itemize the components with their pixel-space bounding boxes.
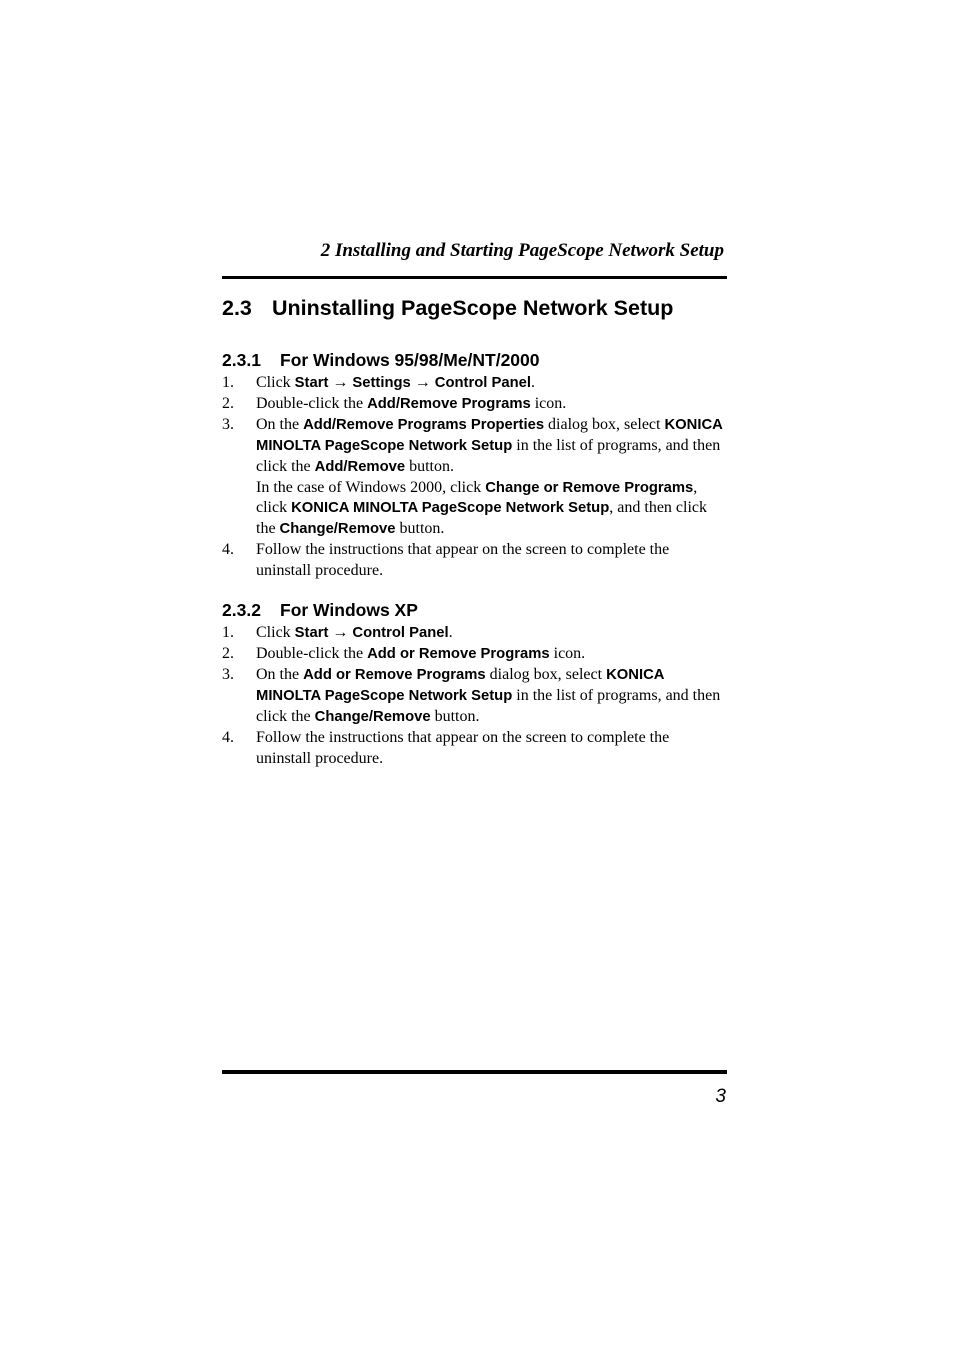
ui-term: Change/Remove xyxy=(314,708,431,725)
text-run: icon. xyxy=(530,394,567,412)
step-text xyxy=(256,665,727,728)
ui-term: Add/Remove Programs Properties xyxy=(303,416,545,433)
text-run: button. xyxy=(395,520,445,538)
step-number: 2. xyxy=(222,644,234,662)
running-head: 2 Installing and Starting PageScope Network Setup xyxy=(320,240,724,261)
step-text xyxy=(256,644,727,665)
page-number: 3 xyxy=(715,1086,726,1107)
step-text xyxy=(256,415,727,540)
list-item xyxy=(222,373,727,394)
ui-term: Add or Remove Programs xyxy=(367,645,550,662)
list-item xyxy=(222,665,727,728)
subsection-number: 2.3.2 xyxy=(222,600,261,621)
steps-list xyxy=(222,623,727,769)
list-item xyxy=(222,623,727,644)
ui-term: Settings xyxy=(352,375,411,391)
footer-rule xyxy=(222,1070,727,1074)
step-number: 4. xyxy=(222,541,234,559)
list-item xyxy=(222,644,727,665)
ui-term: Add/Remove xyxy=(314,458,406,475)
text-run: Follow the instructions that appear on the screen to complete the uninstall procedure. xyxy=(256,728,670,767)
list-item xyxy=(222,394,727,415)
step-text xyxy=(256,728,727,770)
text-run: → xyxy=(410,374,435,391)
ui-term: Change or Remove Programs xyxy=(485,479,694,496)
text-run: dialog box, select xyxy=(485,665,607,683)
step-text xyxy=(256,623,727,644)
ui-term: Change/Remove xyxy=(279,521,396,538)
subsection-windows-xp xyxy=(222,599,727,769)
page-content xyxy=(222,294,727,769)
ui-term: KONICA MINOLTA PageScope Network Setup xyxy=(256,666,664,704)
step-text xyxy=(256,394,727,415)
subsection-heading xyxy=(222,599,727,621)
step-number: 3. xyxy=(222,415,234,433)
text-run: icon. xyxy=(549,644,586,662)
text-run: → xyxy=(328,374,353,391)
text-run: dialog box, select xyxy=(544,415,665,433)
text-run: button. xyxy=(405,457,454,475)
section-title: Uninstalling PageScope Network Setup xyxy=(272,296,674,320)
subsection-number: 2.3.1 xyxy=(222,350,261,370)
subsection-heading xyxy=(222,349,727,371)
subsection-windows-95-2000 xyxy=(222,349,727,582)
text-run: Double-click the xyxy=(256,644,368,662)
step-number: 1. xyxy=(222,374,234,391)
text-run: . xyxy=(530,374,535,391)
text-run: . xyxy=(448,624,453,642)
steps-list xyxy=(222,373,727,582)
section-number: 2.3 xyxy=(222,296,252,320)
text-run: Double-click the xyxy=(256,394,368,412)
text-run: , and then click the xyxy=(256,499,708,538)
step-number: 1. xyxy=(222,624,234,642)
ui-term: KONICA MINOLTA PageScope Network Setup xyxy=(256,416,723,454)
step-text xyxy=(256,540,727,582)
text-run: Click xyxy=(256,624,295,642)
text-run: in the list of programs, and then click the xyxy=(256,436,721,475)
step-number: 4. xyxy=(222,728,234,746)
ui-term: Start xyxy=(294,625,329,642)
subsection-title: For Windows 95/98/Me/NT/2000 xyxy=(280,350,540,370)
text-run: On the xyxy=(256,415,304,433)
ui-term: Add/Remove Programs xyxy=(367,395,531,412)
list-item xyxy=(222,540,727,582)
text-run: in the list of programs, and then click the xyxy=(256,686,721,725)
list-item xyxy=(222,415,727,540)
text-run: In the case of Windows 2000, click xyxy=(256,478,486,496)
section-heading xyxy=(222,294,727,322)
ui-term: KONICA MINOLTA PageScope Network Setup xyxy=(291,500,610,517)
text-run: Follow the instructions that appear on the screen to complete the uninstall procedure. xyxy=(256,541,670,580)
step-number: 2. xyxy=(222,394,234,412)
header-rule xyxy=(222,276,727,279)
text-run: , click xyxy=(256,478,698,517)
ui-term: Add or Remove Programs xyxy=(303,666,486,683)
step-number: 3. xyxy=(222,665,234,683)
text-run: → xyxy=(328,624,353,642)
ui-term: Control Panel xyxy=(434,375,531,391)
text-run: button. xyxy=(430,707,480,725)
ui-term: Start xyxy=(294,375,329,391)
step-text xyxy=(256,373,727,394)
text-run: On the xyxy=(256,665,304,683)
ui-term: Control Panel xyxy=(352,625,449,642)
subsection-title: For Windows XP xyxy=(280,600,418,621)
list-item xyxy=(222,728,727,770)
text-run: Click xyxy=(256,374,295,391)
